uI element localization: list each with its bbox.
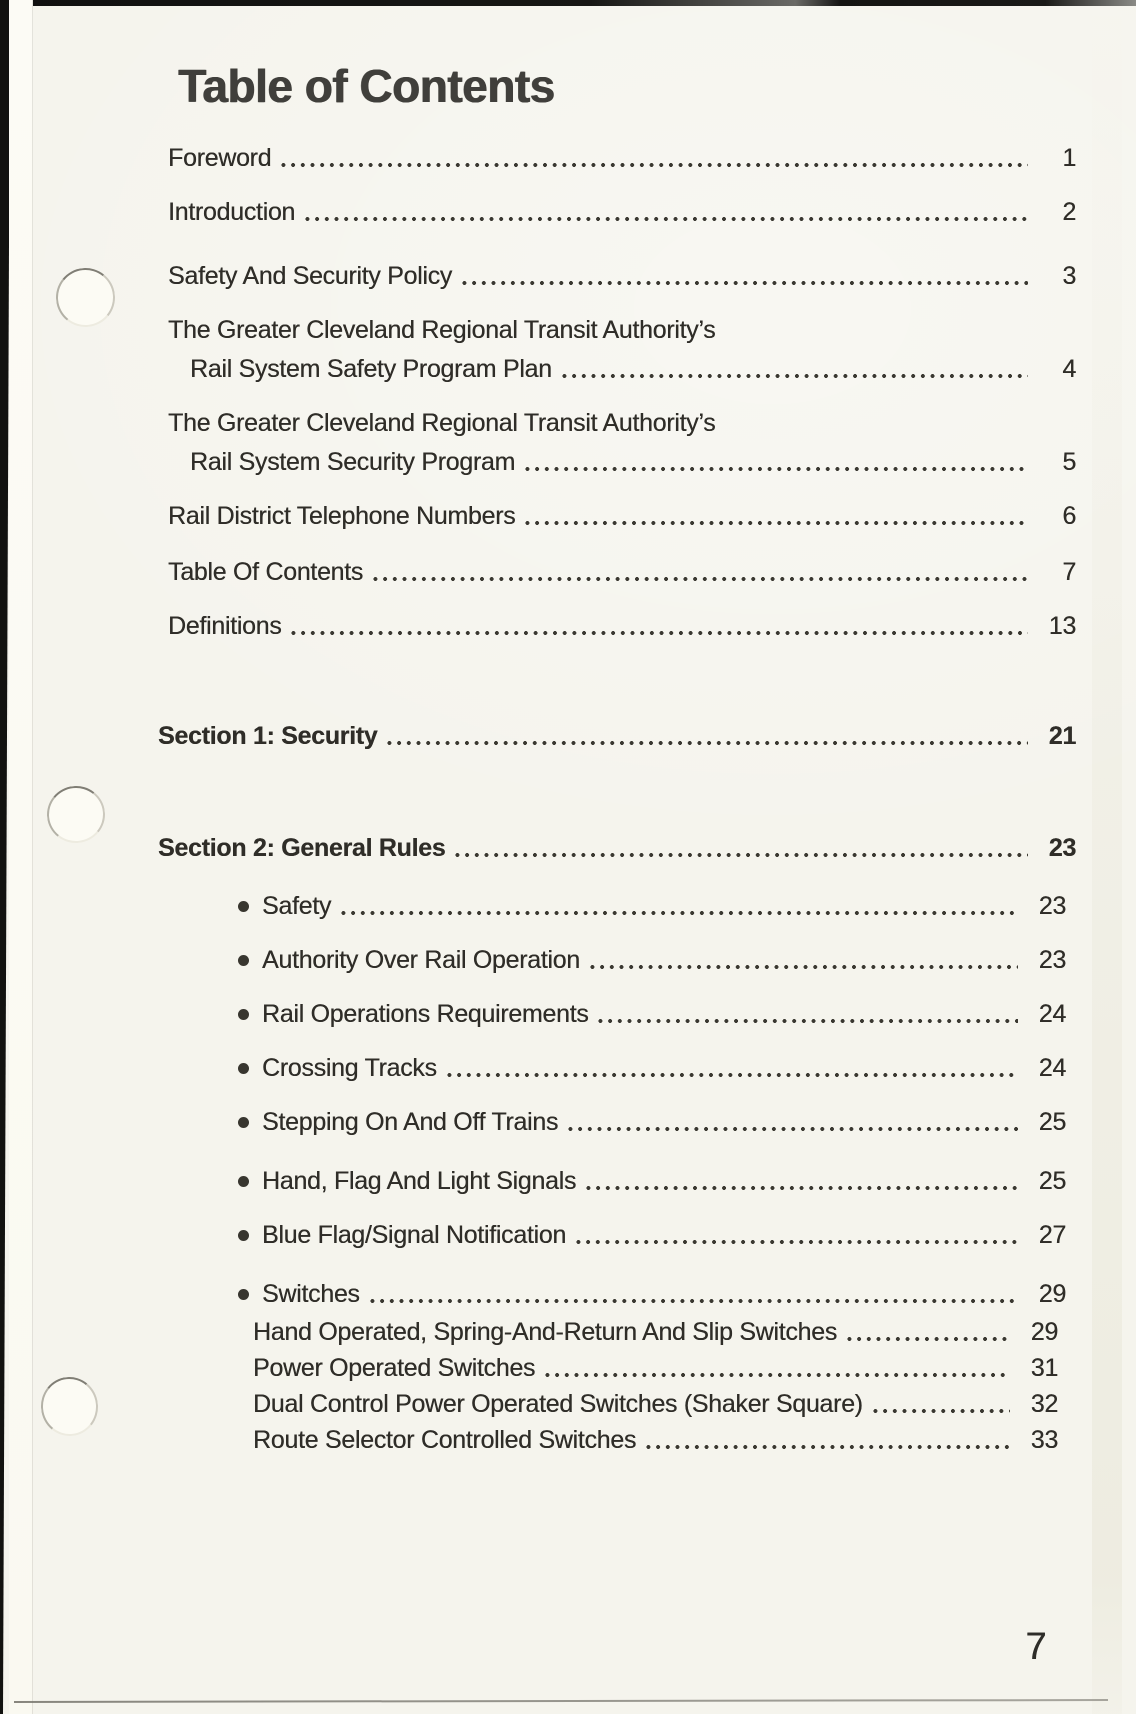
toc-entry-label: Hand Operated, Spring-And-Return And Slip Switches xyxy=(253,1318,837,1346)
toc-entry-label: Safety xyxy=(262,892,332,920)
toc-section-entry xyxy=(0,835,1076,861)
toc-entry xyxy=(0,503,1076,529)
toc-bullet-entry xyxy=(0,1168,1076,1194)
toc-bullet-entry xyxy=(0,1222,1076,1248)
toc-entry-page: 33 xyxy=(1030,1426,1058,1454)
toc-entry-page: 6 xyxy=(1062,502,1076,530)
toc-entry-page: 25 xyxy=(1038,1108,1066,1136)
toc-entry-page: 5 xyxy=(1062,448,1076,476)
toc-entry-label: Safety And Security Policy xyxy=(168,262,453,290)
dot-leader xyxy=(525,520,1028,526)
dot-leader xyxy=(568,1126,1018,1132)
toc-bullet-entry xyxy=(0,1109,1076,1135)
dot-leader xyxy=(455,852,1028,858)
toc-entry xyxy=(0,263,1076,289)
toc-entry-page: 31 xyxy=(1030,1354,1058,1382)
toc-sub-entry xyxy=(0,1427,1076,1453)
toc-entry xyxy=(0,559,1076,585)
toc-content xyxy=(0,62,1076,1453)
toc-entry xyxy=(0,613,1076,639)
dot-leader xyxy=(387,740,1028,746)
bullet-icon xyxy=(238,1009,249,1020)
toc-entry-page: 25 xyxy=(1038,1167,1066,1195)
dot-leader xyxy=(370,1298,1018,1304)
toc-entry-label: Authority Over Rail Operation xyxy=(262,946,580,974)
bullet-icon xyxy=(238,1289,249,1300)
dot-leader xyxy=(873,1408,1010,1414)
toc-entry-label: Dual Control Power Operated Switches (Shaker Square) xyxy=(253,1390,863,1418)
toc-entry-page: 29 xyxy=(1038,1280,1066,1308)
toc-entry-page: 27 xyxy=(1038,1221,1066,1249)
toc-entry-label-line1: The Greater Cleveland Regional Transit Authority’s xyxy=(168,316,716,344)
dot-leader xyxy=(305,216,1028,222)
toc-entry-label: Table Of Contents xyxy=(168,558,364,586)
dot-leader xyxy=(576,1239,1018,1245)
toc-entry-line2 xyxy=(0,449,1076,475)
toc-entry-label-line2: Rail System Security Program xyxy=(190,448,516,476)
toc-entry xyxy=(0,145,1076,171)
toc-entry-label: Foreword xyxy=(168,144,272,172)
toc-bullet-entry xyxy=(0,1001,1076,1027)
toc-section-label: Section 2: General Rules xyxy=(158,834,446,862)
toc-entry-page: 21 xyxy=(1048,722,1076,750)
toc-entry-page: 3 xyxy=(1062,262,1076,290)
toc-entry-label: Rail Operations Requirements xyxy=(262,1000,589,1028)
dot-leader xyxy=(586,1185,1018,1191)
toc-sub-entry xyxy=(0,1319,1076,1345)
toc-entry-page: 23 xyxy=(1048,834,1076,862)
toc-entry-page: 29 xyxy=(1030,1318,1058,1346)
toc-section-entry xyxy=(0,723,1076,749)
footer-page-number: 7 xyxy=(1025,1626,1047,1668)
toc-entry-page: 1 xyxy=(1062,144,1076,172)
dot-leader xyxy=(590,964,1018,970)
toc-entry-label: Switches xyxy=(262,1280,360,1308)
dot-leader xyxy=(545,1372,1010,1378)
dot-leader xyxy=(562,373,1028,379)
dot-leader xyxy=(281,162,1028,168)
toc-bullet-entry xyxy=(0,1055,1076,1081)
toc-entry-page: 23 xyxy=(1038,946,1066,974)
toc-entry-label: Stepping On And Off Trains xyxy=(262,1108,559,1136)
scan-bottom-line xyxy=(14,1699,1108,1703)
toc-entry-label: Introduction xyxy=(168,198,296,226)
toc-entry-line2 xyxy=(0,356,1076,382)
toc-bullet-entry xyxy=(0,893,1076,919)
page-title: Table of Contents xyxy=(178,60,555,112)
toc-entry-label-line2: Rail System Safety Program Plan xyxy=(190,355,552,383)
bullet-icon xyxy=(238,1230,249,1241)
dot-leader xyxy=(373,576,1028,582)
bullet-icon xyxy=(238,955,249,966)
dot-leader xyxy=(462,280,1028,286)
bullet-icon xyxy=(238,1063,249,1074)
toc-entry-label: Route Selector Controlled Switches xyxy=(253,1426,637,1454)
toc-entry-label: Rail District Telephone Numbers xyxy=(168,502,516,530)
bullet-icon xyxy=(238,1176,249,1187)
toc-entry-page: 2 xyxy=(1062,198,1076,226)
toc-entry-page: 4 xyxy=(1062,355,1076,383)
toc-section-label: Section 1: Security xyxy=(158,722,378,750)
toc-entry-page: 23 xyxy=(1038,892,1066,920)
dot-leader xyxy=(598,1018,1018,1024)
toc-entry-page: 24 xyxy=(1038,1000,1066,1028)
toc-entry xyxy=(0,199,1076,225)
toc-entry-page: 24 xyxy=(1038,1054,1066,1082)
page-right-shading xyxy=(1092,0,1122,1714)
dot-leader xyxy=(525,466,1028,472)
toc-bullet-entry xyxy=(0,947,1076,973)
dot-leader xyxy=(847,1336,1010,1342)
dot-leader xyxy=(646,1444,1010,1450)
scan-top-edge xyxy=(0,0,1136,6)
toc-bullet-entry xyxy=(0,1281,1076,1307)
dot-leader xyxy=(291,630,1028,636)
toc-entry-label: Blue Flag/Signal Notification xyxy=(262,1221,566,1249)
toc-entry-two-line xyxy=(0,410,1076,475)
toc-sub-entry xyxy=(0,1391,1076,1417)
toc-entry-label: Crossing Tracks xyxy=(262,1054,437,1082)
bullet-icon xyxy=(238,901,249,912)
toc-entry-page: 7 xyxy=(1062,558,1076,586)
toc-entry-page: 13 xyxy=(1048,612,1076,640)
toc-sub-entry xyxy=(0,1355,1076,1381)
toc-entry-two-line xyxy=(0,317,1076,382)
toc-entry-label: Power Operated Switches xyxy=(253,1354,536,1382)
toc-entry-label: Definitions xyxy=(168,612,282,640)
toc-entry-page: 32 xyxy=(1030,1390,1058,1418)
toc-entry-label-line1: The Greater Cleveland Regional Transit Authority’s xyxy=(168,409,716,437)
toc-entry-label: Hand, Flag And Light Signals xyxy=(262,1167,577,1195)
dot-leader xyxy=(341,910,1018,916)
dot-leader xyxy=(447,1072,1018,1078)
bullet-icon xyxy=(238,1117,249,1128)
